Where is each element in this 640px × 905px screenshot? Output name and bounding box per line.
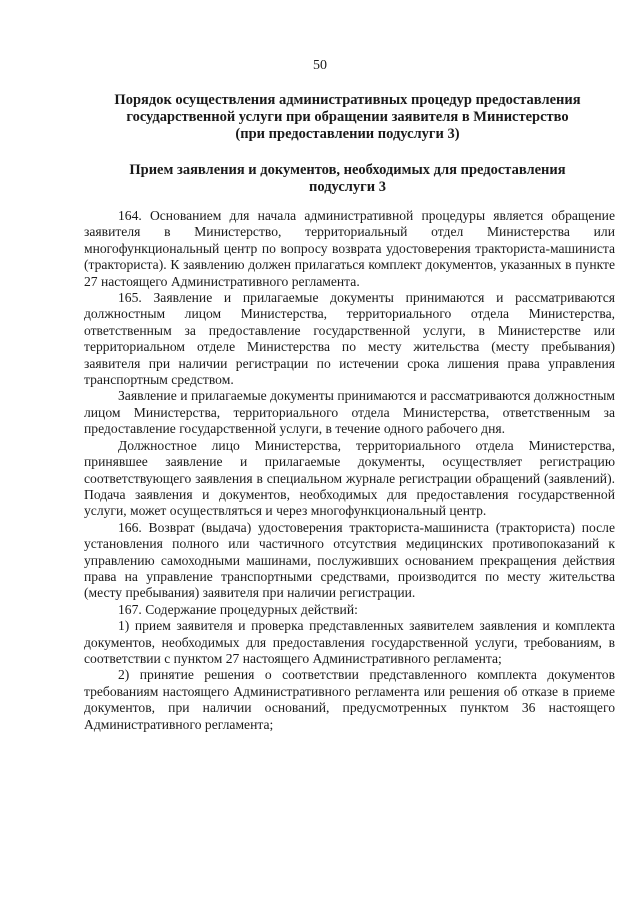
- paragraph-164: 164. Основанием для начала административной процедуры является обращение заявителя в Министерство, территориальный отдел Министерства или многофункциональный центр по вопросу возврата удостоверения тракториста-машиниста (тракториста). К заявлению должен прилагаться комплект документов, указанных в пункте 27 настоящего Административного регламента.: [84, 208, 615, 289]
- paragraph-165-registration: Должностное лицо Министерства, территориального отдела Министерства, принявшее заявление и прилагаемые документы, осуществляет регистрацию соответствующего заявления в специальном журнале регистрации обращений (заявлений). Подача заявления и документов, необходимых для предоставления государственной услуги, может осуществляться и через многофункциональный центр.: [84, 437, 615, 519]
- paragraph-167: 167. Содержание процедурных действий:: [118, 601, 358, 617]
- section-heading-reception: [80, 162, 615, 196]
- paragraph-167-item-2: 2) принятие решения о соответствии представленного комплекта документов требованиям настоящего Административного регламента или решения об отказе в приеме документов, при наличии оснований, предусмотренных пунктом 36 настоящего Административного регламента;: [84, 667, 615, 732]
- heading-line: (при предоставлении подуслуги 3): [235, 126, 460, 142]
- paragraph-165-review: Заявление и прилагаемые документы принимаются и рассматриваются должностным лицом Министерства, территориального отдела Министерства, ответственным за предоставление государственной услуги, в течение одного рабочего дня.: [84, 388, 615, 437]
- paragraph-165: 165. Заявление и прилагаемые документы принимаются и рассматриваются должностным лицом Министерства, территориального отдела Министерства, ответственным за предоставление государственной услуги, в Министерстве или территориальном отделе Министерства по месту жительства (месту пребывания) заявителя при наличии регистрации по истечении срока лишения права управления транспортным средством.: [84, 290, 615, 388]
- body-text: [84, 208, 615, 733]
- section-heading-procedure: [80, 92, 615, 143]
- heading-line: подуслуги 3: [309, 179, 386, 195]
- heading-line: государственной услуги при обращении заявителя в Министерство: [126, 109, 569, 125]
- paragraph-167-item-1: 1) прием заявителя и проверка представленных заявителем заявления и комплекта документов, необходимых для предоставления государственной услуги, требованиям, в соответствии с пунктом 27 настоящего Административного регламента;: [84, 618, 615, 666]
- page-number: 50: [313, 58, 327, 73]
- heading-line: Порядок осуществления административных процедур предоставления: [114, 92, 581, 108]
- heading-line: Прием заявления и документов, необходимых для предоставления: [129, 162, 566, 178]
- paragraph-166: 166. Возврат (выдача) удостоверения тракториста-машиниста (тракториста) после установления полного или частичного отсутствия медицинских противопоказаний к управлению самоходными машинами, послуживших основанием прекращения действия права на управление транспортными средствами, производится по месту жительства (месту пребывания) заявителя при наличии регистрации.: [84, 519, 615, 601]
